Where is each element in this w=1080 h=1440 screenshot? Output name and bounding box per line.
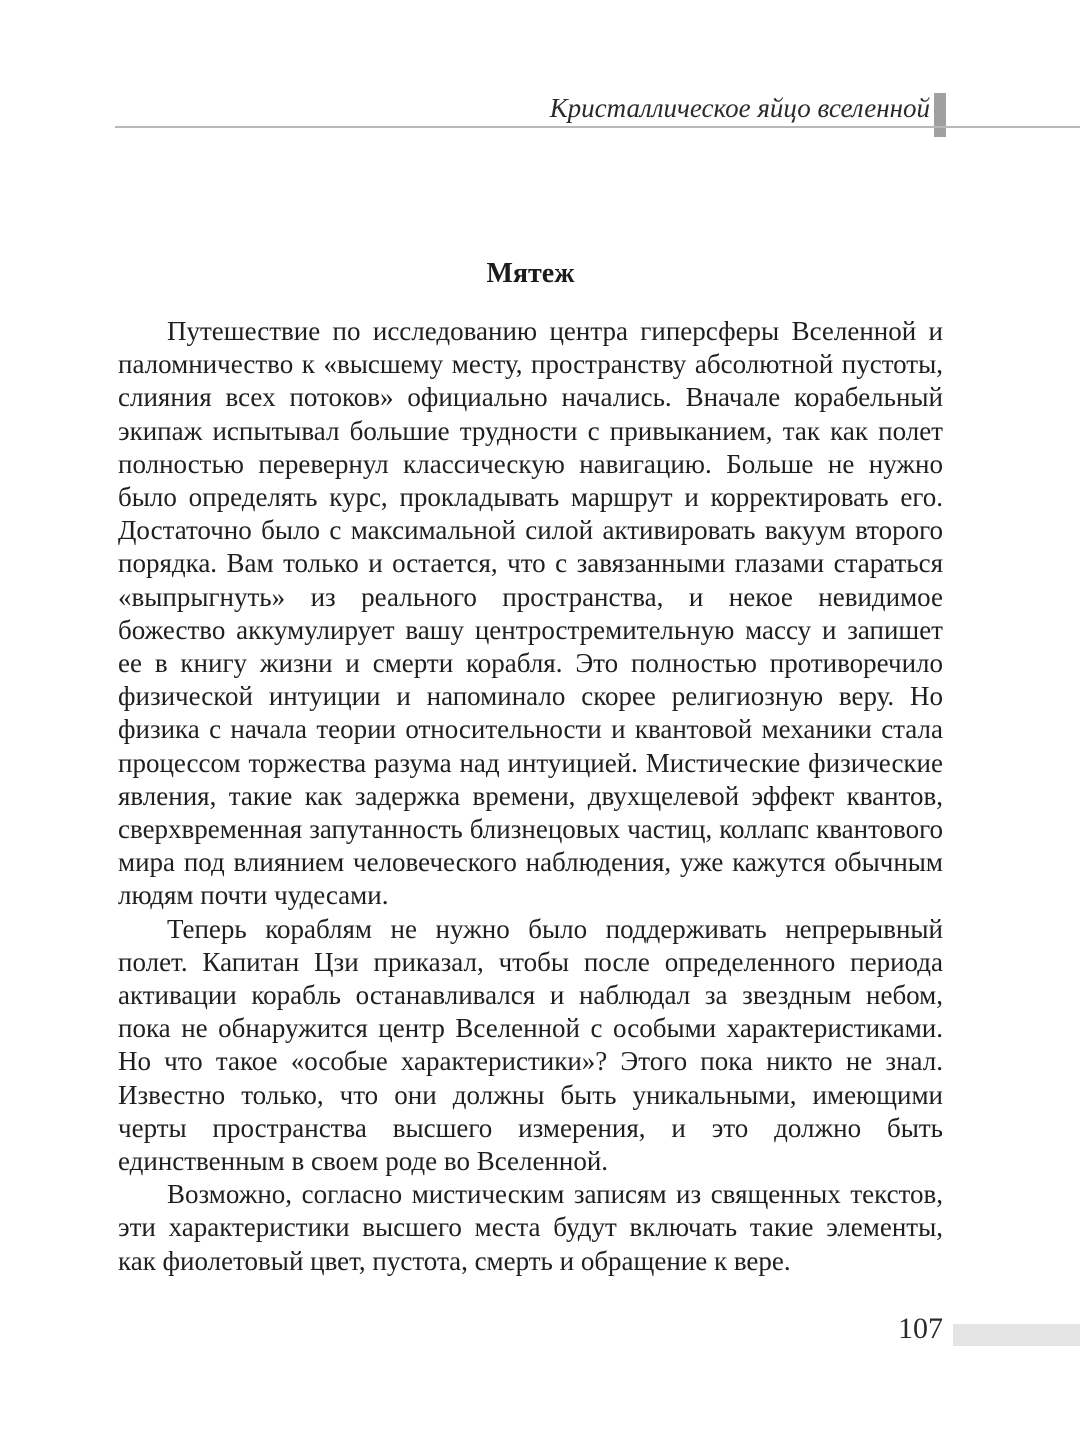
header-accent-bar bbox=[934, 93, 946, 137]
footer-accent-bar bbox=[953, 1324, 1080, 1346]
header-rule bbox=[115, 126, 1080, 128]
page-number: 107 bbox=[898, 1312, 943, 1345]
chapter-title: Мятеж bbox=[486, 258, 575, 289]
body-text bbox=[118, 315, 943, 1278]
running-header-title: Кристаллическое яйцо вселенной bbox=[549, 93, 930, 123]
body-paragraph: Путешествие по исследованию центра гиперсферы Вселенной и паломничество к «высшему месту, пространству абсолютной пустоты, слияния всех потоков» официально начались. Вначале корабельный экипаж испытывал большие трудности с привыканием, так как полет полностью перевернул классическую навигацию. Больше не нужно было определять курс, прокладывать маршрут и корректировать его. Достаточно было с максимальной силой активировать вакуум второго порядка. Вам только и остается, что с завязанными глазами стараться «выпрыгнуть» из реального пространства, и некое невидимое божество аккумулирует вашу центростремительную массу и запишет ее в книгу жизни и смерти корабля. Это полностью противоречило физической интуиции и напоминало скорее религиозную веру. Но физика с начала теории относительности и квантовой механики стала процессом торжества разума над интуицией. Мистические физические явления, такие как задержка времени, двухщелевой эффект квантов, сверхвременная запутанность близнецовых частиц, коллапс квантового мира под влиянием человеческого наблюдения, уже кажутся обычным людям почти чудесами. bbox=[118, 316, 943, 911]
body-paragraph: Теперь кораблям не нужно было поддерживать непрерывный полет. Капитан Цзи приказал, чтобы после определенного периода активации корабль останавливался и наблюдал за звездным небом, пока не обнаружится центр Вселенной с особыми характеристиками. Но что такое «особые характеристики»? Этого пока никто не знал. Известно только, что они должны быть уникальными, имеющими черты пространства высшего измерения, и это должно быть единственным в своем роде во Вселенной. bbox=[118, 913, 943, 1177]
body-paragraph: Возможно, согласно мистическим записям из священных текстов, эти характеристики высшего места будут включать такие элементы, как фиолетовый цвет, пустота, смерть и обращение к вере. bbox=[118, 1179, 943, 1276]
